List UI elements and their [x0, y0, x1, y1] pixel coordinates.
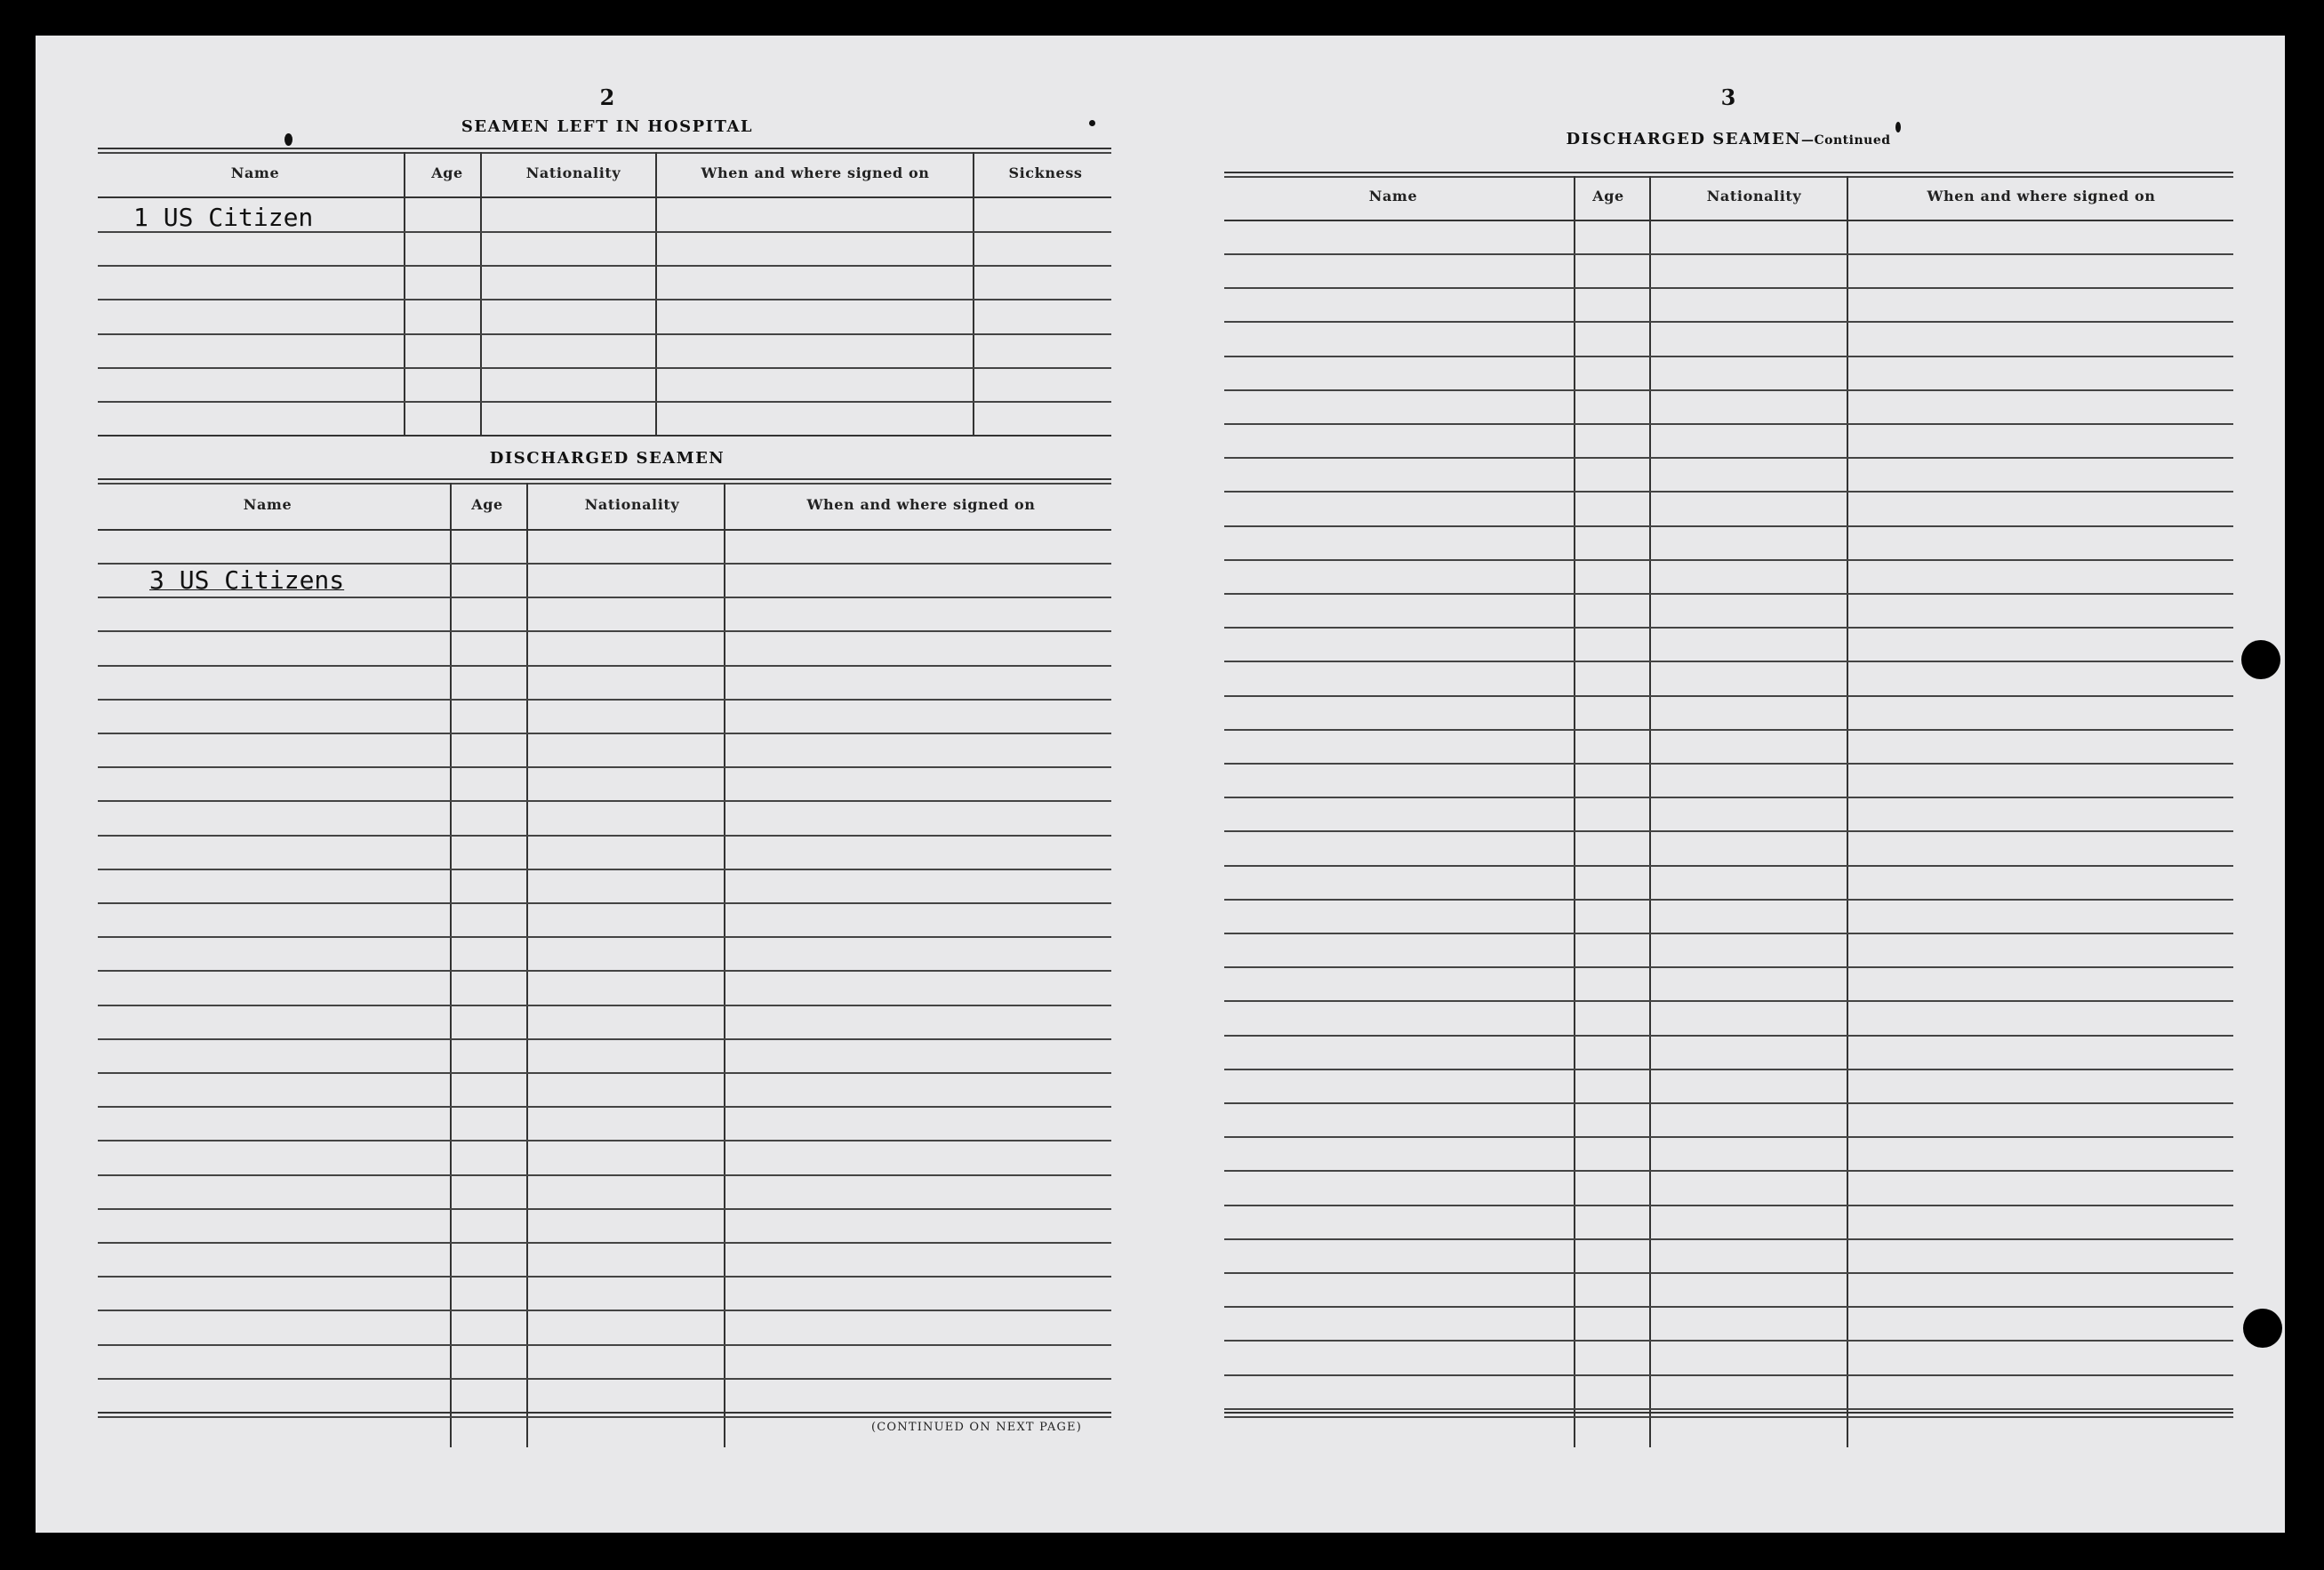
row-rule: [1224, 729, 2233, 731]
hospital-section-title: SEAMEN LEFT IN HOSPITAL: [461, 117, 754, 136]
row-rule: [98, 936, 1111, 938]
row-rule: [98, 563, 1111, 565]
row-rule: [1224, 763, 2233, 765]
row-rule: [98, 333, 1111, 335]
row-rule: [98, 597, 1111, 598]
row-rule: [1224, 1408, 2233, 1410]
column-header-signed-on: When and where signed on: [1927, 188, 2156, 204]
header-bottom-rule: [98, 196, 1111, 198]
discharged-entry: 3 US Citizens: [149, 565, 345, 595]
hospital-entry: 1 US Citizen: [133, 203, 314, 232]
table-top-rule: [98, 483, 1111, 485]
row-rule: [1224, 830, 2233, 832]
table-top-rule: [1224, 176, 2233, 178]
row-rule: [98, 1208, 1111, 1210]
document-sheet: [36, 36, 2285, 1533]
column-header-age: Age: [471, 496, 503, 513]
row-rule: [1224, 1238, 2233, 1240]
header-bottom-rule: [98, 529, 1111, 531]
column-divider: [450, 483, 452, 1447]
row-rule: [1224, 253, 2233, 255]
row-rule: [1224, 321, 2233, 323]
table-top-rule: [98, 478, 1111, 480]
row-rule: [98, 699, 1111, 701]
column-header-nationality: Nationality: [1706, 188, 1802, 204]
row-rule: [98, 869, 1111, 870]
row-rule: [1224, 1340, 2233, 1342]
table-top-rule: [98, 148, 1111, 149]
row-rule: [98, 766, 1111, 768]
column-header-signed-on: When and where signed on: [806, 496, 1036, 513]
row-rule: [98, 1106, 1111, 1108]
row-rule: [1224, 933, 2233, 934]
row-rule: [98, 800, 1111, 802]
column-header-name: Name: [230, 164, 280, 181]
row-rule: [1224, 1069, 2233, 1070]
row-rule: [1224, 1000, 2233, 1002]
row-rule: [1224, 797, 2233, 798]
column-header-age: Age: [1592, 188, 1624, 204]
row-rule: [98, 1140, 1111, 1141]
table-top-rule: [1224, 172, 2233, 173]
column-divider: [1649, 176, 1651, 1447]
row-rule: [98, 1072, 1111, 1074]
table-bottom-rule: [98, 1416, 1111, 1418]
title-main: DISCHARGED SEAMEN: [1566, 130, 1802, 148]
table-bottom-rule: [98, 435, 1111, 437]
right-page-number: 3: [1720, 84, 1736, 110]
row-rule: [1224, 1205, 2233, 1206]
ink-speck: [1895, 122, 1901, 132]
column-header-nationality: Nationality: [584, 496, 680, 513]
row-rule: [98, 299, 1111, 300]
row-rule: [98, 1005, 1111, 1006]
row-rule: [98, 1242, 1111, 1244]
row-rule: [1224, 356, 2233, 357]
title-suffix: —Continued: [1801, 133, 1891, 148]
row-rule: [1224, 1035, 2233, 1037]
table-bottom-rule: [98, 1412, 1111, 1414]
row-rule: [1224, 1272, 2233, 1274]
row-rule: [98, 1344, 1111, 1346]
column-header-name: Name: [243, 496, 293, 513]
column-header-nationality: Nationality: [525, 164, 621, 181]
column-divider: [724, 483, 725, 1447]
row-rule: [98, 1276, 1111, 1278]
row-rule: [98, 401, 1111, 403]
row-rule: [1224, 661, 2233, 662]
row-rule: [1224, 966, 2233, 968]
row-rule: [1224, 559, 2233, 561]
column-divider: [655, 152, 657, 435]
row-rule: [1224, 457, 2233, 459]
row-rule: [98, 970, 1111, 972]
row-rule: [1224, 287, 2233, 289]
ink-speck: [284, 133, 293, 146]
row-rule: [98, 265, 1111, 267]
row-rule: [1224, 865, 2233, 867]
row-rule: [98, 733, 1111, 734]
column-divider: [1574, 176, 1575, 1447]
continued-footer: (CONTINUED ON NEXT PAGE): [871, 1421, 1083, 1434]
header-bottom-rule: [1224, 220, 2233, 221]
discharged-section-title: DISCHARGED SEAMEN: [489, 449, 725, 468]
table-top-rule: [98, 152, 1111, 154]
column-divider: [404, 152, 405, 435]
column-header-name: Name: [1368, 188, 1418, 204]
row-rule: [1224, 525, 2233, 527]
column-header-signed-on: When and where signed on: [701, 164, 930, 181]
row-rule: [1224, 1374, 2233, 1376]
table-bottom-rule: [1224, 1412, 2233, 1414]
column-header-age: Age: [431, 164, 463, 181]
row-rule: [98, 1038, 1111, 1040]
discharged-continued-title: [1566, 130, 1890, 148]
punch-hole: [2241, 640, 2280, 679]
column-divider: [480, 152, 482, 435]
row-rule: [98, 835, 1111, 837]
punch-hole: [2243, 1309, 2282, 1348]
row-rule: [1224, 899, 2233, 901]
row-rule: [1224, 423, 2233, 425]
row-rule: [98, 1174, 1111, 1176]
table-bottom-rule: [1224, 1416, 2233, 1418]
column-header-sickness: Sickness: [1008, 164, 1083, 181]
column-divider: [973, 152, 974, 435]
row-rule: [98, 1310, 1111, 1311]
row-rule: [1224, 389, 2233, 391]
row-rule: [1224, 1136, 2233, 1138]
ink-speck: [1089, 120, 1095, 126]
row-rule: [98, 1378, 1111, 1380]
row-rule: [1224, 695, 2233, 697]
row-rule: [1224, 1306, 2233, 1308]
row-rule: [98, 630, 1111, 632]
column-divider: [526, 483, 528, 1447]
left-page-number: 2: [599, 84, 615, 110]
row-rule: [1224, 1170, 2233, 1172]
row-rule: [98, 902, 1111, 904]
row-rule: [1224, 1102, 2233, 1104]
row-rule: [1224, 491, 2233, 493]
row-rule: [98, 367, 1111, 369]
row-rule: [1224, 627, 2233, 629]
row-rule: [98, 665, 1111, 667]
row-rule: [1224, 593, 2233, 595]
column-divider: [1847, 176, 1848, 1447]
